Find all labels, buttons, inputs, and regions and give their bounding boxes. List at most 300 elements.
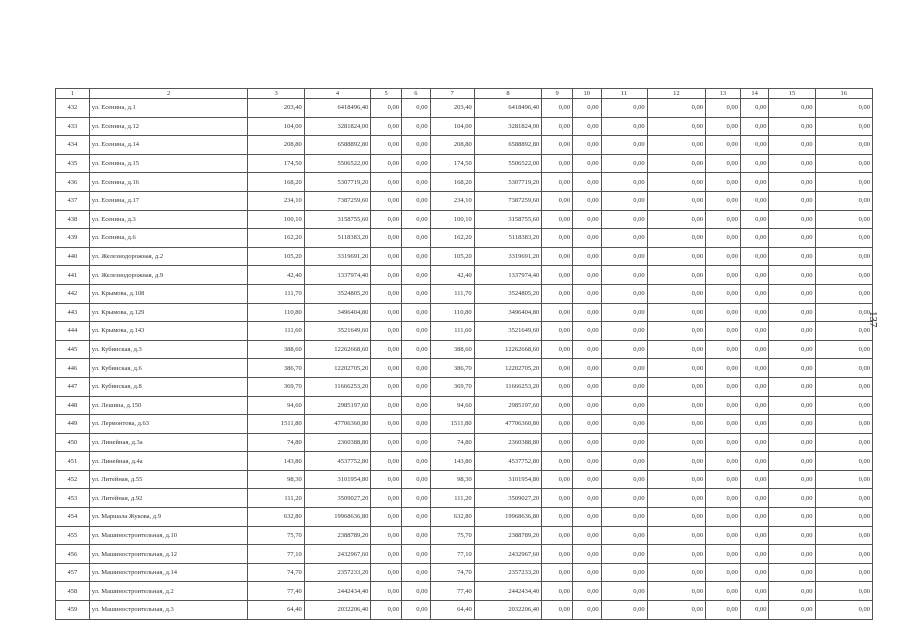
row-number-cell: 453: [56, 489, 90, 508]
value-cell: 0,00: [815, 247, 872, 266]
value-cell: 77,10: [248, 545, 304, 564]
value-cell: 0,00: [572, 563, 601, 582]
value-cell: 3101954,80: [474, 470, 542, 489]
value-cell: 0,00: [542, 582, 573, 601]
value-cell: 2432967,60: [474, 545, 542, 564]
value-cell: 0,00: [572, 266, 601, 285]
value-cell: 0,00: [740, 173, 769, 192]
value-cell: 0,00: [572, 229, 601, 248]
value-cell: 0,00: [572, 191, 601, 210]
value-cell: 0,00: [815, 99, 872, 118]
row-number-cell: 441: [56, 266, 90, 285]
value-cell: 0,00: [706, 359, 741, 378]
value-cell: 19968636,80: [474, 508, 542, 527]
value-cell: 0,00: [815, 377, 872, 396]
value-cell: 0,00: [601, 396, 647, 415]
value-cell: 111,70: [248, 284, 304, 303]
value-cell: 0,00: [740, 545, 769, 564]
value-cell: 0,00: [371, 508, 402, 527]
value-cell: 0,00: [647, 489, 705, 508]
value-cell: 0,00: [740, 601, 769, 620]
value-cell: 0,00: [542, 247, 573, 266]
address-cell: ул. Есенина, д.6: [89, 229, 248, 248]
table-row: [56, 359, 873, 378]
value-cell: 6588892,80: [304, 136, 371, 155]
value-cell: 0,00: [572, 284, 601, 303]
column-header: 14: [740, 89, 769, 99]
value-cell: 0,00: [769, 526, 815, 545]
value-cell: 0,00: [402, 359, 431, 378]
value-cell: 0,00: [572, 452, 601, 471]
value-cell: 64,40: [430, 601, 474, 620]
value-cell: 0,00: [402, 136, 431, 155]
value-cell: 0,00: [815, 526, 872, 545]
value-cell: 7387259,60: [304, 191, 371, 210]
value-cell: 0,00: [769, 470, 815, 489]
value-cell: 0,00: [647, 396, 705, 415]
value-cell: 12202705,20: [474, 359, 542, 378]
value-cell: 0,00: [402, 377, 431, 396]
value-cell: 0,00: [706, 470, 741, 489]
value-cell: 2442434,40: [474, 582, 542, 601]
column-header: 3: [248, 89, 304, 99]
value-cell: 0,00: [815, 470, 872, 489]
value-cell: 1337974,40: [474, 266, 542, 285]
value-cell: 0,00: [601, 191, 647, 210]
value-cell: 6418496,40: [304, 99, 371, 118]
value-cell: 0,00: [542, 526, 573, 545]
value-cell: 3281824,00: [474, 117, 542, 136]
row-number-cell: 435: [56, 154, 90, 173]
table-row: [56, 508, 873, 527]
value-cell: 0,00: [706, 489, 741, 508]
value-cell: 0,00: [706, 582, 741, 601]
value-cell: 0,00: [542, 117, 573, 136]
column-header: 2: [89, 89, 248, 99]
value-cell: 0,00: [402, 601, 431, 620]
value-cell: 0,00: [769, 99, 815, 118]
value-cell: 0,00: [371, 359, 402, 378]
row-number-cell: 432: [56, 99, 90, 118]
address-cell: ул. Есенина, д.3: [89, 210, 248, 229]
value-cell: 3496404,80: [474, 303, 542, 322]
value-cell: 0,00: [706, 191, 741, 210]
address-cell: ул. Литейная, д.55: [89, 470, 248, 489]
value-cell: 0,00: [815, 508, 872, 527]
value-cell: 0,00: [572, 489, 601, 508]
value-cell: 77,40: [248, 582, 304, 601]
address-cell: ул. Машиностроительная, д.3: [89, 601, 248, 620]
value-cell: 42,40: [430, 266, 474, 285]
value-cell: 111,60: [248, 322, 304, 341]
table-row: [56, 99, 873, 118]
value-cell: 12262668,60: [304, 340, 371, 359]
value-cell: 0,00: [601, 340, 647, 359]
value-cell: 0,00: [769, 191, 815, 210]
value-cell: 0,00: [647, 452, 705, 471]
value-cell: 12262668,60: [474, 340, 542, 359]
table-row: [56, 396, 873, 415]
value-cell: 0,00: [402, 210, 431, 229]
value-cell: 0,00: [402, 433, 431, 452]
value-cell: 64,40: [248, 601, 304, 620]
row-number-cell: 459: [56, 601, 90, 620]
value-cell: 5118383,20: [304, 229, 371, 248]
value-cell: 0,00: [647, 545, 705, 564]
value-cell: 162,20: [248, 229, 304, 248]
value-cell: 0,00: [371, 117, 402, 136]
value-cell: 0,00: [572, 508, 601, 527]
value-cell: 5118383,20: [474, 229, 542, 248]
value-cell: 0,00: [601, 154, 647, 173]
value-cell: 0,00: [572, 247, 601, 266]
value-cell: 0,00: [402, 545, 431, 564]
column-header: 5: [371, 89, 402, 99]
value-cell: 0,00: [706, 229, 741, 248]
value-cell: 0,00: [542, 452, 573, 471]
row-number-cell: 437: [56, 191, 90, 210]
value-cell: 0,00: [601, 563, 647, 582]
value-cell: 0,00: [542, 601, 573, 620]
value-cell: 0,00: [371, 340, 402, 359]
value-cell: 632,80: [248, 508, 304, 527]
value-cell: 143,80: [248, 452, 304, 471]
value-cell: 0,00: [647, 563, 705, 582]
value-cell: 0,00: [769, 601, 815, 620]
value-cell: 0,00: [706, 433, 741, 452]
value-cell: 0,00: [371, 415, 402, 434]
value-cell: 111,20: [430, 489, 474, 508]
row-number-cell: 433: [56, 117, 90, 136]
row-number-cell: 454: [56, 508, 90, 527]
value-cell: 0,00: [371, 601, 402, 620]
value-cell: 0,00: [542, 489, 573, 508]
value-cell: 0,00: [706, 154, 741, 173]
value-cell: 0,00: [769, 359, 815, 378]
value-cell: 162,20: [430, 229, 474, 248]
value-cell: 0,00: [815, 545, 872, 564]
value-cell: 0,00: [769, 582, 815, 601]
value-cell: 19968636,80: [304, 508, 371, 527]
row-number-cell: 455: [56, 526, 90, 545]
table-row: [56, 303, 873, 322]
value-cell: 0,00: [402, 284, 431, 303]
value-cell: 110,80: [248, 303, 304, 322]
value-cell: 2032206,40: [304, 601, 371, 620]
value-cell: 0,00: [815, 303, 872, 322]
value-cell: 0,00: [706, 284, 741, 303]
value-cell: 0,00: [402, 396, 431, 415]
table-row: [56, 284, 873, 303]
value-cell: 369,70: [248, 377, 304, 396]
value-cell: 369,70: [430, 377, 474, 396]
value-cell: 3496404,80: [304, 303, 371, 322]
value-cell: 111,20: [248, 489, 304, 508]
value-cell: 5307719,20: [304, 173, 371, 192]
value-cell: 234,10: [248, 191, 304, 210]
value-cell: 0,00: [572, 433, 601, 452]
address-cell: ул. Литейная, д.92: [89, 489, 248, 508]
row-number-cell: 434: [56, 136, 90, 155]
table-row: [56, 340, 873, 359]
value-cell: 0,00: [402, 489, 431, 508]
address-cell: ул. Машиностроительная, д.12: [89, 545, 248, 564]
value-cell: 4537752,80: [304, 452, 371, 471]
value-cell: 0,00: [740, 359, 769, 378]
value-cell: 0,00: [572, 415, 601, 434]
value-cell: 0,00: [572, 601, 601, 620]
value-cell: 105,20: [430, 247, 474, 266]
value-cell: 0,00: [371, 247, 402, 266]
value-cell: 74,70: [248, 563, 304, 582]
value-cell: 6418496,40: [474, 99, 542, 118]
value-cell: 0,00: [769, 322, 815, 341]
table-row: [56, 470, 873, 489]
column-header: 16: [815, 89, 872, 99]
value-cell: 2388789,20: [304, 526, 371, 545]
column-header: 8: [474, 89, 542, 99]
value-cell: 0,00: [647, 322, 705, 341]
value-cell: 386,70: [248, 359, 304, 378]
value-cell: 0,00: [815, 563, 872, 582]
value-cell: 0,00: [402, 452, 431, 471]
value-cell: 0,00: [769, 210, 815, 229]
value-cell: 0,00: [647, 340, 705, 359]
value-cell: 0,00: [815, 229, 872, 248]
value-cell: 0,00: [815, 489, 872, 508]
value-cell: 0,00: [769, 229, 815, 248]
address-cell: ул. Есенина, д.14: [89, 136, 248, 155]
value-cell: 0,00: [601, 415, 647, 434]
value-cell: 0,00: [815, 266, 872, 285]
value-cell: 0,00: [601, 508, 647, 527]
value-cell: 0,00: [647, 191, 705, 210]
value-cell: 0,00: [402, 508, 431, 527]
table-row: [56, 210, 873, 229]
address-cell: ул. Крымова, д.143: [89, 322, 248, 341]
value-cell: 0,00: [572, 582, 601, 601]
value-cell: 0,00: [402, 99, 431, 118]
address-cell: ул. Лешина, д.150: [89, 396, 248, 415]
value-cell: 0,00: [371, 526, 402, 545]
value-cell: 0,00: [769, 173, 815, 192]
column-header: 15: [769, 89, 815, 99]
value-cell: 0,00: [706, 563, 741, 582]
value-cell: 0,00: [371, 563, 402, 582]
value-cell: 0,00: [601, 247, 647, 266]
value-cell: 5506522,00: [474, 154, 542, 173]
value-cell: 0,00: [402, 526, 431, 545]
value-cell: 0,00: [740, 489, 769, 508]
value-cell: 0,00: [371, 210, 402, 229]
value-cell: 0,00: [572, 173, 601, 192]
value-cell: 2442434,40: [304, 582, 371, 601]
value-cell: 0,00: [402, 266, 431, 285]
value-cell: 0,00: [402, 117, 431, 136]
column-header: 13: [706, 89, 741, 99]
value-cell: 388,60: [248, 340, 304, 359]
value-cell: 0,00: [601, 173, 647, 192]
table-row: [56, 526, 873, 545]
value-cell: 234,10: [430, 191, 474, 210]
value-cell: 0,00: [769, 396, 815, 415]
value-cell: 0,00: [402, 191, 431, 210]
value-cell: 0,00: [706, 452, 741, 471]
value-cell: 3319691,20: [474, 247, 542, 266]
value-cell: 0,00: [371, 545, 402, 564]
value-cell: 0,00: [371, 470, 402, 489]
value-cell: 7387259,60: [474, 191, 542, 210]
value-cell: 0,00: [371, 303, 402, 322]
table-row: [56, 601, 873, 620]
value-cell: 0,00: [815, 154, 872, 173]
value-cell: 0,00: [647, 415, 705, 434]
value-cell: 0,00: [706, 396, 741, 415]
value-cell: 111,60: [430, 322, 474, 341]
value-cell: 2985197,60: [474, 396, 542, 415]
table-body: [56, 99, 873, 620]
value-cell: 168,20: [248, 173, 304, 192]
value-cell: 0,00: [706, 136, 741, 155]
table-row: [56, 452, 873, 471]
value-cell: 0,00: [542, 396, 573, 415]
table-row: [56, 247, 873, 266]
value-cell: 0,00: [371, 154, 402, 173]
value-cell: 0,00: [542, 508, 573, 527]
value-cell: 94,60: [430, 396, 474, 415]
value-cell: 0,00: [647, 173, 705, 192]
value-cell: 0,00: [706, 99, 741, 118]
value-cell: 3158755,60: [474, 210, 542, 229]
value-cell: 0,00: [647, 266, 705, 285]
value-cell: 0,00: [371, 99, 402, 118]
value-cell: 0,00: [402, 582, 431, 601]
value-cell: 0,00: [740, 136, 769, 155]
value-cell: 74,80: [430, 433, 474, 452]
value-cell: 0,00: [815, 415, 872, 434]
value-cell: 111,70: [430, 284, 474, 303]
value-cell: 0,00: [706, 322, 741, 341]
value-cell: 110,80: [430, 303, 474, 322]
address-cell: ул. Кубинская, д.3: [89, 340, 248, 359]
value-cell: 0,00: [769, 247, 815, 266]
value-cell: 77,10: [430, 545, 474, 564]
value-cell: 0,00: [402, 470, 431, 489]
value-cell: 0,00: [572, 526, 601, 545]
value-cell: 0,00: [769, 154, 815, 173]
row-number-cell: 452: [56, 470, 90, 489]
value-cell: 0,00: [706, 508, 741, 527]
address-cell: ул. Есенина, д.15: [89, 154, 248, 173]
row-number-cell: 457: [56, 563, 90, 582]
value-cell: 2432967,60: [304, 545, 371, 564]
value-cell: 0,00: [647, 284, 705, 303]
value-cell: 0,00: [371, 452, 402, 471]
value-cell: 0,00: [371, 136, 402, 155]
column-header: 10: [572, 89, 601, 99]
column-header: 4: [304, 89, 371, 99]
value-cell: 0,00: [371, 396, 402, 415]
value-cell: 0,00: [601, 99, 647, 118]
value-cell: 0,00: [815, 359, 872, 378]
value-cell: 174,50: [248, 154, 304, 173]
column-header: 1: [56, 89, 90, 99]
value-cell: 0,00: [647, 526, 705, 545]
value-cell: 0,00: [542, 359, 573, 378]
value-cell: 0,00: [542, 340, 573, 359]
value-cell: 0,00: [542, 173, 573, 192]
row-number-cell: 450: [56, 433, 90, 452]
value-cell: 0,00: [815, 136, 872, 155]
value-cell: 0,00: [601, 601, 647, 620]
value-cell: 0,00: [542, 136, 573, 155]
value-cell: 0,00: [706, 545, 741, 564]
value-cell: 0,00: [647, 433, 705, 452]
value-cell: 0,00: [572, 545, 601, 564]
value-cell: 0,00: [769, 117, 815, 136]
value-cell: 0,00: [740, 284, 769, 303]
value-cell: 0,00: [706, 266, 741, 285]
value-cell: 0,00: [647, 229, 705, 248]
value-cell: 0,00: [815, 340, 872, 359]
row-number-cell: 439: [56, 229, 90, 248]
value-cell: 42,40: [248, 266, 304, 285]
value-cell: 0,00: [601, 359, 647, 378]
value-cell: 0,00: [572, 154, 601, 173]
value-cell: 0,00: [601, 489, 647, 508]
value-cell: 0,00: [769, 508, 815, 527]
value-cell: 0,00: [542, 545, 573, 564]
value-cell: 0,00: [706, 340, 741, 359]
value-cell: 0,00: [740, 247, 769, 266]
address-cell: ул. Железнодорожная, д.9: [89, 266, 248, 285]
address-cell: ул. Крымова, д.108: [89, 284, 248, 303]
value-cell: 0,00: [769, 377, 815, 396]
table-row: [56, 191, 873, 210]
value-cell: 0,00: [601, 582, 647, 601]
value-cell: 0,00: [542, 377, 573, 396]
column-header: 12: [647, 89, 705, 99]
value-cell: 0,00: [815, 582, 872, 601]
value-cell: 0,00: [815, 117, 872, 136]
value-cell: 0,00: [542, 210, 573, 229]
value-cell: 0,00: [740, 210, 769, 229]
value-cell: 3158755,60: [304, 210, 371, 229]
value-cell: 0,00: [572, 377, 601, 396]
value-cell: 100,10: [248, 210, 304, 229]
value-cell: 0,00: [740, 340, 769, 359]
value-cell: 0,00: [542, 284, 573, 303]
value-cell: 0,00: [740, 154, 769, 173]
address-cell: ул. Линейная, д.4а: [89, 452, 248, 471]
value-cell: 143,80: [430, 452, 474, 471]
value-cell: 0,00: [769, 452, 815, 471]
value-cell: 0,00: [740, 433, 769, 452]
row-number-cell: 442: [56, 284, 90, 303]
value-cell: 2360388,80: [474, 433, 542, 452]
row-number-cell: 447: [56, 377, 90, 396]
value-cell: 2357233,20: [304, 563, 371, 582]
value-cell: 0,00: [815, 433, 872, 452]
value-cell: 0,00: [402, 229, 431, 248]
value-cell: 104,00: [248, 117, 304, 136]
value-cell: 100,10: [430, 210, 474, 229]
value-cell: 0,00: [572, 322, 601, 341]
value-cell: 0,00: [601, 322, 647, 341]
value-cell: 77,40: [430, 582, 474, 601]
value-cell: 0,00: [740, 582, 769, 601]
row-number-cell: 449: [56, 415, 90, 434]
